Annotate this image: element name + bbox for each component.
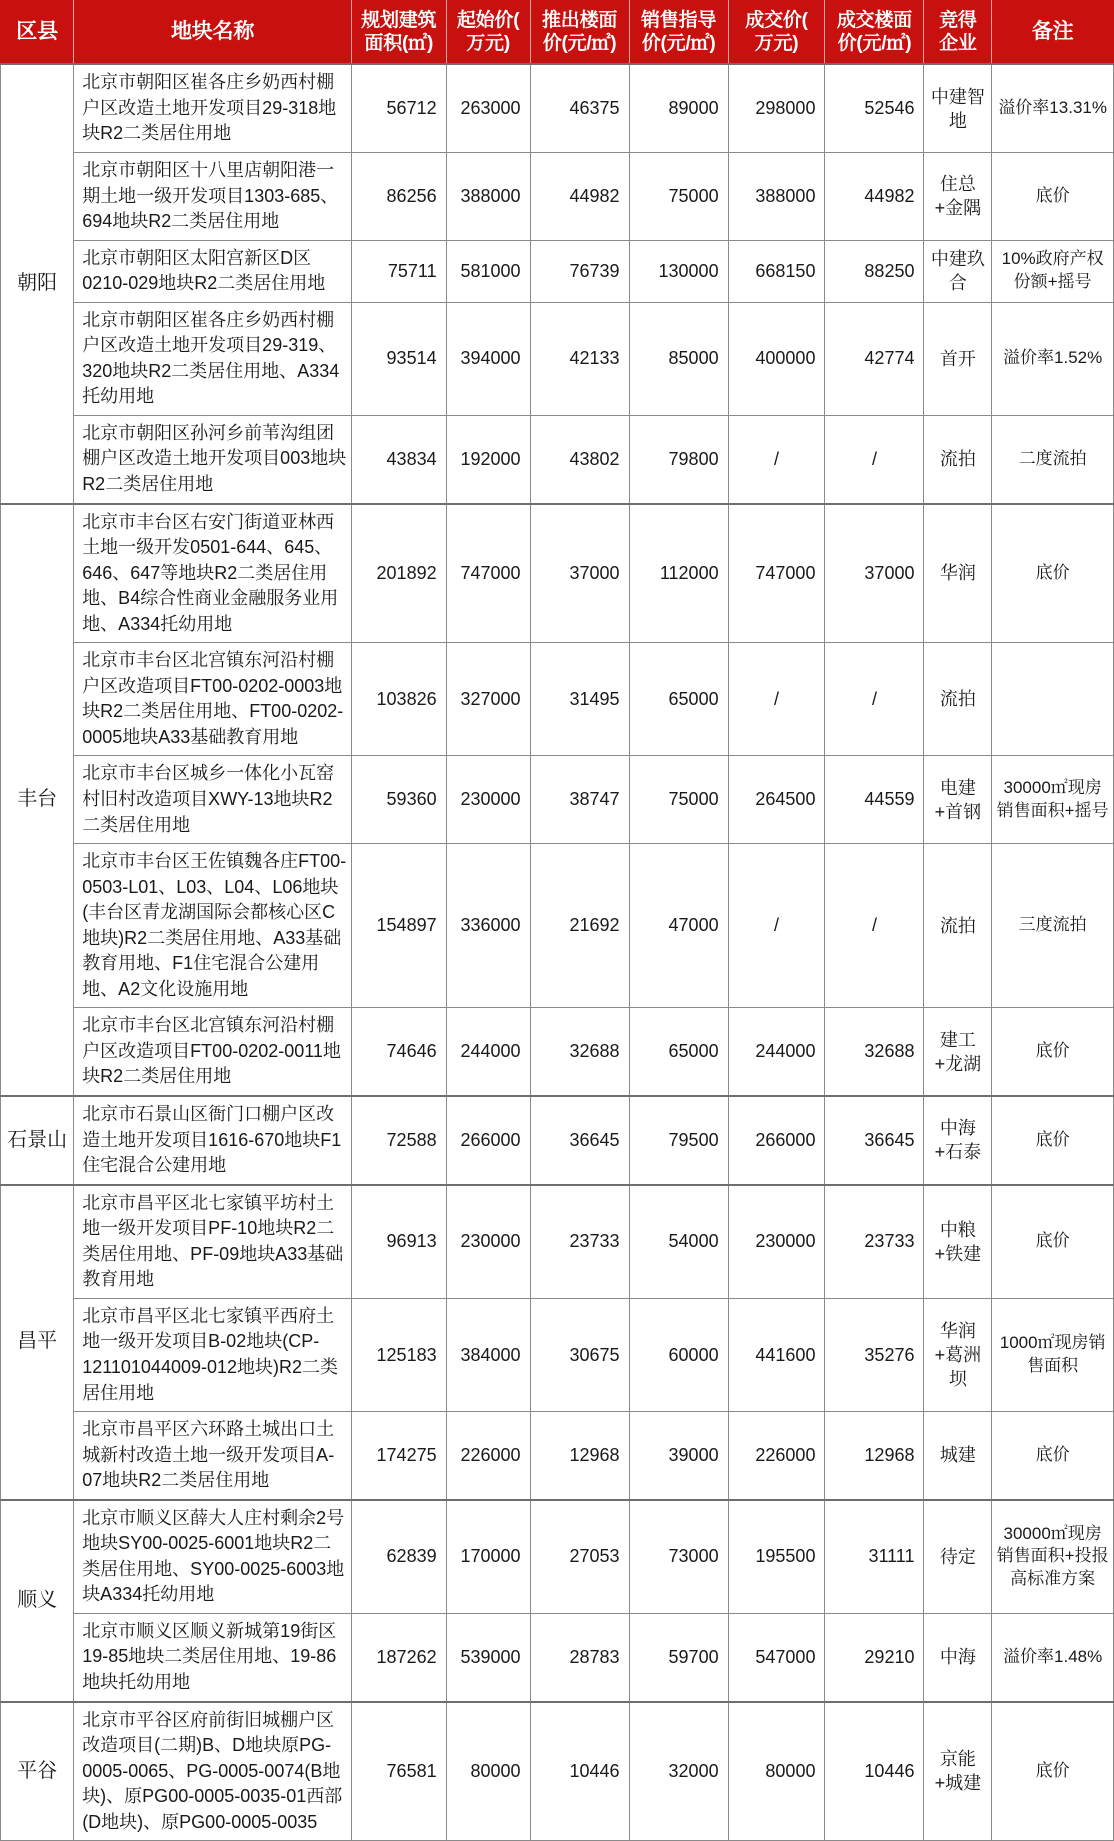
plan-area-cell: 187262 [351,1613,446,1701]
header-line-1: 规划建筑 [361,10,437,31]
deal-floor-price-cell: 44559 [825,756,924,844]
plan-area-cell: 154897 [351,844,446,1008]
table-row [1,302,1114,415]
table-row [1,1185,1114,1299]
plot-name-cell: 北京市丰台区王佐镇魏各庄FT00-0503-L01、L03、L04、L06地块(丰台区青龙湖国际会都核心区C地块)R2二类居住用地、A33基础教育用地、F1住宅混合公建用地、A2文化设施用地 [74,844,352,1008]
deal-floor-price-cell: 10446 [825,1702,924,1841]
guide-price-cell: 85000 [629,302,728,415]
header-line-1: 成交楼面 [836,10,913,31]
table-row [1,415,1114,503]
note-cell: 底价 [992,1702,1114,1841]
start-price-cell: 394000 [446,302,530,415]
start-floor-price-cell: 30675 [530,1298,629,1411]
deal-floor-price-cell: 44982 [825,152,924,240]
winning-firm-cell: 中建玖合 [924,240,992,302]
plan-area-cell: 174275 [351,1412,446,1500]
guide-price-cell: 59700 [629,1613,728,1701]
winning-firm-cell: 中粮+铁建 [924,1185,992,1299]
plan-area-cell: 93514 [351,302,446,415]
start-price-cell: 747000 [446,504,530,643]
table-header [1,1,1114,65]
start-floor-price-cell: 44982 [530,152,629,240]
column-header-winning-firm [924,1,992,65]
deal-floor-price-cell: 52546 [825,64,924,152]
column-header-note [992,1,1114,65]
table-row [1,1500,1114,1614]
column-header-district [1,1,74,65]
plot-name-cell: 北京市朝阳区太阳宫新区D区0210-029地块R2二类居住用地 [74,240,352,302]
deal-price-cell: 226000 [728,1412,825,1500]
table-body [1,64,1114,1840]
guide-price-cell: 75000 [629,756,728,844]
deal-price-cell: 230000 [728,1185,825,1299]
column-header-deal-price [728,1,825,65]
district-cell: 平谷 [1,1702,74,1841]
header-line-2: 万元) [754,33,799,55]
start-floor-price-cell: 37000 [530,504,629,643]
header-line-2: 价(元/㎡) [542,33,617,55]
start-floor-price-cell: 31495 [530,643,629,756]
column-header-plot-name [74,1,352,65]
deal-price-cell: 80000 [728,1702,825,1841]
guide-price-cell: 60000 [629,1298,728,1411]
plot-name-cell: 北京市顺义区薛大人庄村剩余2号地块SY00-0025-6001地块R2二类居住用地、SY00-0025-6003地块A334托幼用地 [74,1500,352,1614]
plan-area-cell: 62839 [351,1500,446,1614]
deal-price-cell: 400000 [728,302,825,415]
winning-firm-cell: 首开 [924,302,992,415]
header-line-1: 地块名称 [170,20,255,44]
plan-area-cell: 201892 [351,504,446,643]
plan-area-cell: 74646 [351,1008,446,1096]
note-cell: 底价 [992,504,1114,643]
table-row [1,643,1114,756]
deal-price-cell: / [728,844,825,1008]
winning-firm-cell: 华润+葛洲坝 [924,1298,992,1411]
start-floor-price-cell: 42133 [530,302,629,415]
table-row [1,1008,1114,1096]
note-cell: 溢价率1.52% [992,302,1114,415]
deal-price-cell: 747000 [728,504,825,643]
plot-name-cell: 北京市朝阳区崔各庄乡奶西村棚户区改造土地开发项目29-318地块R2二类居住用地 [74,64,352,152]
start-floor-price-cell: 27053 [530,1500,629,1614]
deal-floor-price-cell: 42774 [825,302,924,415]
start-floor-price-cell: 32688 [530,1008,629,1096]
plan-area-cell: 76581 [351,1702,446,1841]
header-line-1: 推出楼面 [541,10,618,31]
start-price-cell: 388000 [446,152,530,240]
deal-price-cell: 298000 [728,64,825,152]
start-floor-price-cell: 21692 [530,844,629,1008]
table-row [1,756,1114,844]
plot-name-cell: 北京市昌平区北七家镇平坊村土地一级开发项目PF-10地块R2二类居住用地、PF-09地块A33基础教育用地 [74,1185,352,1299]
deal-price-cell: 547000 [728,1613,825,1701]
note-cell: 二度流拍 [992,415,1114,503]
header-line-2: 企业 [939,33,977,55]
note-cell: 底价 [992,1096,1114,1185]
start-price-cell: 226000 [446,1412,530,1500]
deal-floor-price-cell: / [825,643,924,756]
table-row [1,1298,1114,1411]
start-price-cell: 170000 [446,1500,530,1614]
winning-firm-cell: 中海 [924,1613,992,1701]
column-header-guide-price [629,1,728,65]
start-price-cell: 336000 [446,844,530,1008]
deal-floor-price-cell: 23733 [825,1185,924,1299]
plot-name-cell: 北京市朝阳区孙河乡前苇沟组团棚户区改造土地开发项目003地块R2二类居住用地 [74,415,352,503]
note-cell: 底价 [992,1412,1114,1500]
start-floor-price-cell: 46375 [530,64,629,152]
plan-area-cell: 96913 [351,1185,446,1299]
plot-name-cell: 北京市丰台区城乡一体化小瓦窑村旧村改造项目XWY-13地块R2二类居住用地 [74,756,352,844]
note-cell: 1000㎡现房销售面积 [992,1298,1114,1411]
district-cell: 昌平 [1,1185,74,1500]
deal-floor-price-cell: 31111 [825,1500,924,1614]
start-floor-price-cell: 10446 [530,1702,629,1841]
table-row [1,1702,1114,1841]
start-floor-price-cell: 36645 [530,1096,629,1185]
deal-floor-price-cell: 88250 [825,240,924,302]
table-row [1,1096,1114,1185]
plot-name-cell: 北京市丰台区北宫镇东河沿村棚户区改造项目FT00-0202-0011地块R2二类居住用地 [74,1008,352,1096]
table-row [1,1613,1114,1701]
winning-firm-cell: 流拍 [924,643,992,756]
plot-name-cell: 北京市丰台区北宫镇东河沿村棚户区改造项目FT00-0202-0003地块R2二类居住用地、FT00-0202-0005地块A33基础教育用地 [74,643,352,756]
table-row [1,844,1114,1008]
winning-firm-cell: 京能+城建 [924,1702,992,1841]
deal-price-cell: 388000 [728,152,825,240]
winning-firm-cell: 住总+金隅 [924,152,992,240]
plot-name-cell: 北京市朝阳区十八里店朝阳港一期土地一级开发项目1303-685、694地块R2二类居住用地 [74,152,352,240]
start-floor-price-cell: 12968 [530,1412,629,1500]
deal-price-cell: 195500 [728,1500,825,1614]
start-floor-price-cell: 43802 [530,415,629,503]
deal-floor-price-cell: / [825,844,924,1008]
plan-area-cell: 103826 [351,643,446,756]
deal-price-cell: 668150 [728,240,825,302]
header-line-2: 面积(㎡) [364,33,434,55]
note-cell: 溢价率1.48% [992,1613,1114,1701]
plan-area-cell: 43834 [351,415,446,503]
guide-price-cell: 130000 [629,240,728,302]
winning-firm-cell: 流拍 [924,415,992,503]
deal-floor-price-cell: 36645 [825,1096,924,1185]
table-row [1,152,1114,240]
winning-firm-cell: 城建 [924,1412,992,1500]
note-cell: 10%政府产权份额+摇号 [992,240,1114,302]
deal-price-cell: / [728,643,825,756]
start-price-cell: 80000 [446,1702,530,1841]
header-line-1: 备注 [1031,20,1074,44]
note-cell: 30000㎡现房销售面积+投报高标准方案 [992,1500,1114,1614]
winning-firm-cell: 中建智地 [924,64,992,152]
table-row [1,240,1114,302]
note-cell: 30000㎡现房销售面积+摇号 [992,756,1114,844]
guide-price-cell: 73000 [629,1500,728,1614]
winning-firm-cell: 中海+石泰 [924,1096,992,1185]
start-floor-price-cell: 38747 [530,756,629,844]
header-line-2: 价(元/㎡) [641,33,716,55]
deal-floor-price-cell: 37000 [825,504,924,643]
note-cell: 底价 [992,1185,1114,1299]
plan-area-cell: 59360 [351,756,446,844]
note-cell: 溢价率13.31% [992,64,1114,152]
header-line-1: 成交价( [745,10,808,31]
guide-price-cell: 54000 [629,1185,728,1299]
plot-name-cell: 北京市平谷区府前街旧城棚户区改造项目(二期)B、D地块原PG-0005-0065、PG-0005-0074(B地块)、原PG00-0005-0035-01西部(D地块)、原PG00-0005-0035 [74,1702,352,1841]
deal-floor-price-cell: / [825,415,924,503]
guide-price-cell: 75000 [629,152,728,240]
deal-price-cell: 244000 [728,1008,825,1096]
start-price-cell: 327000 [446,643,530,756]
start-price-cell: 539000 [446,1613,530,1701]
column-header-plan-area [351,1,446,65]
deal-price-cell: 266000 [728,1096,825,1185]
column-header-deal-floor-price [825,1,924,65]
start-floor-price-cell: 28783 [530,1613,629,1701]
plot-name-cell: 北京市石景山区衙门口棚户区改造土地开发项目1616-670地块F1住宅混合公建用地 [74,1096,352,1185]
note-cell: 底价 [992,1008,1114,1096]
plan-area-cell: 75711 [351,240,446,302]
district-cell: 朝阳 [1,64,74,503]
deal-price-cell: / [728,415,825,503]
header-line-1: 区县 [16,20,58,44]
plot-name-cell: 北京市顺义区顺义新城第19街区19-85地块二类居住用地、19-86地块托幼用地 [74,1613,352,1701]
start-price-cell: 266000 [446,1096,530,1185]
guide-price-cell: 79500 [629,1096,728,1185]
note-cell: 三度流拍 [992,844,1114,1008]
start-price-cell: 244000 [446,1008,530,1096]
plot-name-cell: 北京市朝阳区崔各庄乡奶西村棚户区改造土地开发项目29-319、320地块R2二类居住用地、A334托幼用地 [74,302,352,415]
table-row [1,64,1114,152]
column-header-start-floor-price [530,1,629,65]
deal-price-cell: 264500 [728,756,825,844]
plan-area-cell: 86256 [351,152,446,240]
table-row [1,1412,1114,1500]
note-cell: 底价 [992,152,1114,240]
plan-area-cell: 56712 [351,64,446,152]
winning-firm-cell: 建工+龙湖 [924,1008,992,1096]
deal-floor-price-cell: 32688 [825,1008,924,1096]
district-cell: 石景山 [1,1096,74,1185]
start-price-cell: 192000 [446,415,530,503]
plan-area-cell: 125183 [351,1298,446,1411]
header-line-2: 价(元/㎡) [837,33,912,55]
deal-floor-price-cell: 12968 [825,1412,924,1500]
header-line-1: 竞得 [939,10,977,31]
plot-name-cell: 北京市丰台区右安门街道亚林西土地一级开发0501-644、645、646、647等地块R2二类居住用地、B4综合性商业金融服务业用地、A334托幼用地 [74,504,352,643]
note-cell [992,643,1114,756]
start-floor-price-cell: 76739 [530,240,629,302]
start-price-cell: 230000 [446,1185,530,1299]
winning-firm-cell: 华润 [924,504,992,643]
district-cell: 顺义 [1,1500,74,1702]
winning-firm-cell: 流拍 [924,844,992,1008]
deal-floor-price-cell: 35276 [825,1298,924,1411]
plan-area-cell: 72588 [351,1096,446,1185]
guide-price-cell: 89000 [629,64,728,152]
start-price-cell: 263000 [446,64,530,152]
plot-name-cell: 北京市昌平区北七家镇平西府土地一级开发项目B-02地块(CP-121101044009-012地块)R2二类居住用地 [74,1298,352,1411]
start-price-cell: 230000 [446,756,530,844]
winning-firm-cell: 电建+首钢 [924,756,992,844]
header-line-2: 万元) [466,33,510,55]
column-header-start-price [446,1,530,65]
plot-name-cell: 北京市昌平区六环路土城出口土城新村改造土地一级开发项目A-07地块R2二类居住用地 [74,1412,352,1500]
guide-price-cell: 79800 [629,415,728,503]
header-line-1: 销售指导 [640,10,717,31]
guide-price-cell: 65000 [629,1008,728,1096]
guide-price-cell: 65000 [629,643,728,756]
deal-price-cell: 441600 [728,1298,825,1411]
winning-firm-cell: 待定 [924,1500,992,1614]
guide-price-cell: 112000 [629,504,728,643]
start-price-cell: 581000 [446,240,530,302]
start-floor-price-cell: 23733 [530,1185,629,1299]
header-row [1,1,1114,65]
deal-floor-price-cell: 29210 [825,1613,924,1701]
start-price-cell: 384000 [446,1298,530,1411]
table-row [1,504,1114,643]
district-cell: 丰台 [1,504,74,1096]
guide-price-cell: 32000 [629,1702,728,1841]
guide-price-cell: 39000 [629,1412,728,1500]
guide-price-cell: 47000 [629,844,728,1008]
header-line-1: 起始价( [456,10,520,31]
